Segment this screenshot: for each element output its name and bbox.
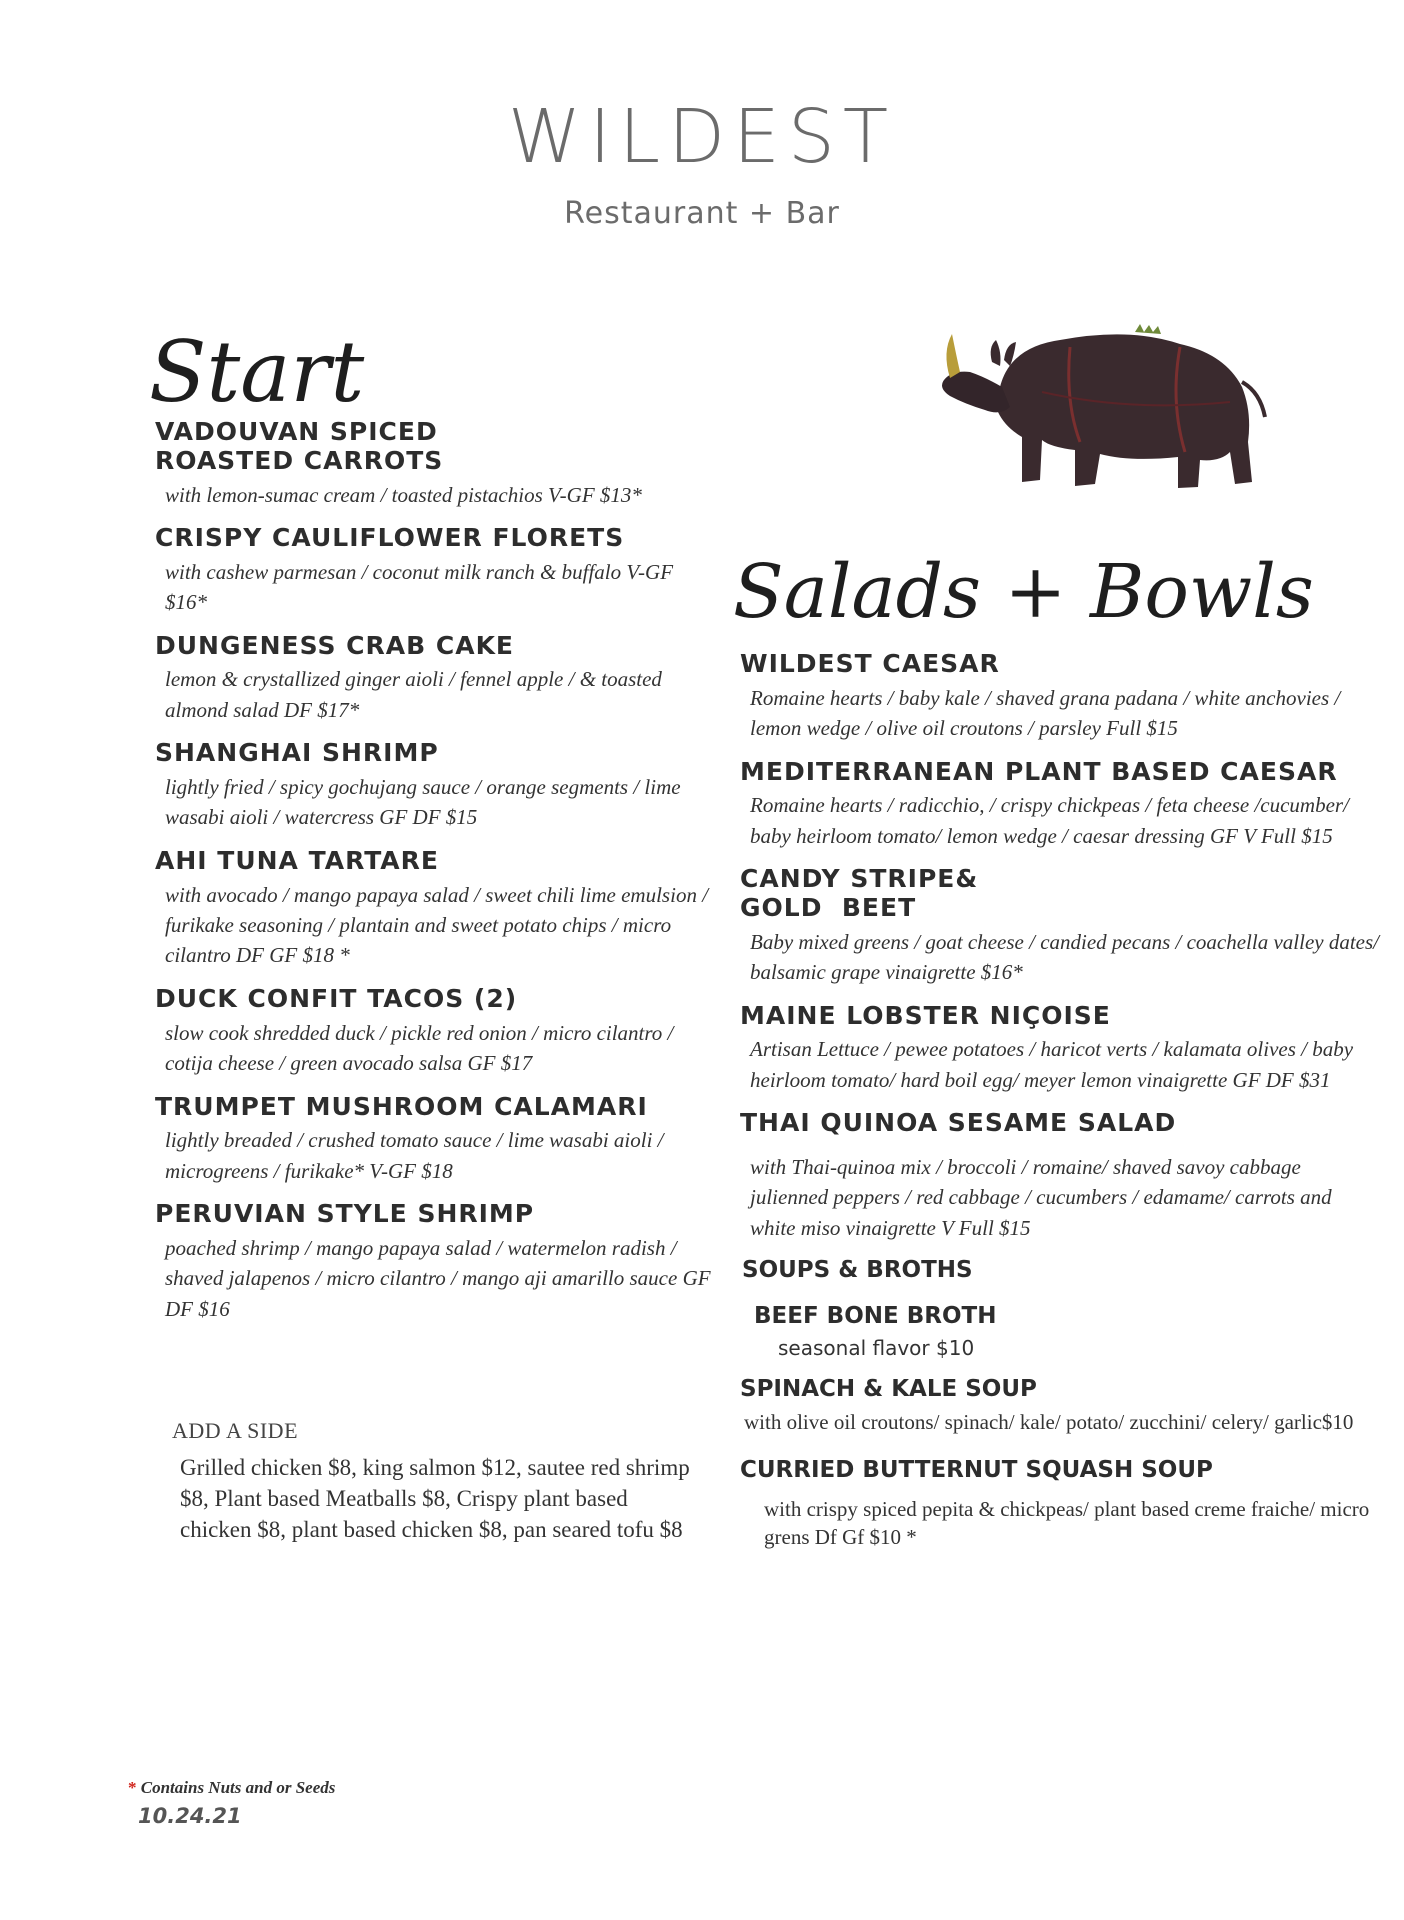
item-description: Baby mixed greens / goat cheese / candied pecans / coachella valley dates/ balsamic grape vinaigrette $16* — [750, 929, 1380, 985]
menu-footer — [128, 1778, 335, 1828]
asterisk-mark: * — [128, 1778, 137, 1797]
item-description: with avocado / mango papaya salad / sweet chili lime emulsion / furikake seasoning / plantain and sweet potato chips / micro cilantro DF GF $18 * — [165, 882, 709, 968]
item-name: PERUVIAN STYLE SHRIMP — [155, 1199, 535, 1229]
item-description: Romaine hearts / radicchio, / crispy chickpeas / feta cheese /cucumber/ baby heirloom tomato/ lemon wedge / caesar dressing GF V Full $15 — [750, 793, 1349, 848]
restaurant-name: WILDEST — [507, 94, 897, 180]
soup-item — [740, 1376, 1380, 1436]
item-description: lightly fried / spicy gochujang sauce / orange segments / lime wasabi aioli / watercress GF DF $15 — [165, 774, 681, 830]
restaurant-subtitle: Restaurant + Bar — [564, 196, 840, 231]
item-name: VADOUVAN SPICED ROASTED CARROTS — [155, 417, 444, 475]
item-description: with cashew parmesan / coconut milk ranch & buffalo V-GF $16* — [165, 559, 674, 615]
menu-item — [155, 1200, 715, 1324]
menu-item — [740, 1002, 1380, 1096]
item-name: AHI TUNA TARTARE — [155, 845, 439, 875]
salads-heading: Salads + Bowls — [733, 549, 1314, 635]
item-description: slow cook shredded duck / pickle red onion / micro cilantro / cotija cheese / green avocado salsa GF $17 — [165, 1020, 674, 1076]
item-description: lightly breaded / crushed tomato sauce / lime wasabi aioli / microgreens / furikake* V-GF $18 — [165, 1128, 664, 1183]
item-name: CRISPY CAULIFLOWER FLORETS — [155, 522, 625, 552]
menu-item — [155, 739, 715, 833]
menu-item — [155, 847, 715, 971]
item-name: SPINACH & KALE SOUP — [740, 1376, 1037, 1403]
menu-item — [740, 650, 1380, 744]
item-description: seasonal flavor $10 — [778, 1336, 975, 1361]
item-name: CANDY STRIPE& GOLD BEET — [740, 864, 979, 922]
soup-item — [740, 1303, 1380, 1362]
item-name: WILDEST CAESAR — [740, 649, 1000, 678]
item-description: with Thai-quinoa mix / broccoli / romaine/ shaved savoy cabbage julienned peppers / red cabbage / cucumbers / edamame/ carrots and white miso vinaigrette V Full $15 — [750, 1155, 1332, 1240]
item-name: DUCK CONFIT TACOS (2) — [155, 983, 518, 1013]
item-description: lemon & crystallized ginger aioli / fennel apple / & toasted almond salad DF $17* — [165, 667, 662, 722]
menu-item — [155, 524, 715, 618]
menu-item — [155, 1093, 715, 1187]
menu-item — [155, 418, 715, 510]
item-name: SHANGHAI SHRIMP — [155, 738, 439, 768]
rhino-illustration — [930, 292, 1280, 502]
start-heading: Start — [149, 323, 365, 421]
item-name: MAINE LOBSTER NIÇOISE — [740, 1000, 1111, 1030]
allergen-text: Contains Nuts and or Seeds — [140, 1778, 336, 1797]
side-heading: ADD A SIDE — [172, 1418, 299, 1443]
side-text: Grilled chicken $8, king salmon $12, sautee red shrimp $8, Plant based Meatballs $8, Crispy plant based chicken $8, plant based chicken $8, pan seared tofu $8 — [180, 1455, 690, 1543]
item-name: THAI QUINOA SESAME SALAD — [740, 1108, 1177, 1138]
menu-header — [0, 94, 1404, 231]
menu-item — [155, 632, 715, 726]
menu-item — [740, 1109, 1380, 1243]
item-description: with olive oil croutons/ spinach/ kale/ potato/ zucchini/ celery/ garlic$10 — [744, 1410, 1354, 1435]
menu-item — [740, 758, 1380, 852]
menu-item — [155, 985, 715, 1079]
item-description: Romaine hearts / baby kale / shaved grana padana / white anchovies / lemon wedge / olive oil croutons / parsley Full $15 — [750, 685, 1341, 741]
start-section — [149, 323, 715, 1338]
soups-heading: SOUPS & BROTHS — [742, 1257, 973, 1284]
item-name: TRUMPET MUSHROOM CALAMARI — [155, 1091, 648, 1121]
salads-section — [740, 650, 1380, 1565]
item-description: with lemon-sumac cream / toasted pistachios V-GF $13* — [165, 482, 642, 507]
add-a-side — [172, 1418, 692, 1545]
item-description: with crispy spiced pepita & chickpeas/ plant based creme fraiche/ micro grens Df Gf $10 * — [764, 1496, 1370, 1549]
item-name: CURRIED BUTTERNUT SQUASH SOUP — [740, 1456, 1213, 1483]
item-name: BEEF BONE BROTH — [754, 1303, 997, 1330]
menu-item — [740, 865, 1380, 987]
item-name: DUNGENESS CRAB CAKE — [155, 630, 515, 660]
item-description: poached shrimp / mango papaya salad / watermelon radish / shaved jalapenos / micro cilantro / mango aji amarillo sauce GF DF $16 — [165, 1235, 711, 1321]
soup-item — [740, 1457, 1380, 1552]
item-description: Artisan Lettuce / pewee potatoes / haricot verts / kalamata olives / baby heirloom tomato/ hard boil egg/ meyer lemon vinaigrette GF DF $31 — [750, 1037, 1354, 1092]
item-name: MEDITERRANEAN PLANT BASED CAESAR — [740, 756, 1338, 786]
allergen-note — [128, 1778, 335, 1798]
menu-date: 10.24.21 — [138, 1804, 242, 1828]
